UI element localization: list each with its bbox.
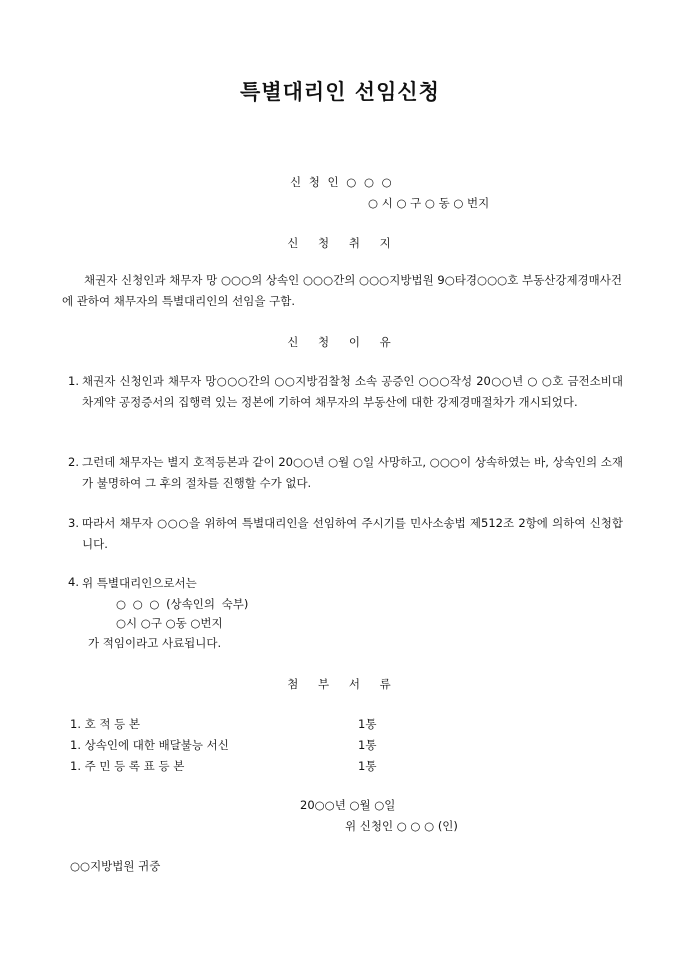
reason-number: 3. [68,516,79,530]
applicant-signature: 위 신청인 ○ ○ ○ (인) [345,819,458,833]
attachment-count: 1통 [358,738,377,752]
reason-text: 따라서 채무자 ○○○을 위하여 특별대리인을 선임하여 주시기를 민사소송법 제512조 2항에 의하여 신청합니다. [82,516,623,551]
applicant-address-line: ○ 시 ○ 구 ○ 동 ○ 번지 [368,196,490,210]
purpose-heading: 신 청 취 지 [287,236,393,250]
attachment-label: 1. 상속인에 대한 배달불능 서신 [70,738,229,752]
reason-item-4-conclusion: 가 적임이라고 사료됩니다. [88,636,222,650]
court-addressee: ○○지방법원 귀중 [70,859,161,873]
attachment-label: 1. 호 적 등 본 [70,717,141,731]
attachment-count: 1통 [358,759,377,773]
applicant-name-line: 신 청 인 ○ ○ ○ [290,175,392,189]
reasons-heading: 신 청 이 유 [287,335,393,349]
reason-item-4-number: 4. [68,575,79,589]
application-date: 20○○년 ○월 ○일 [300,798,396,812]
reason-item-1 [68,371,623,413]
reason-text: 채권자 신청인과 채무자 망○○○간의 ○○지방검찰청 소속 공증인 ○○○작성 20○○년 ○ ○호 금전소비대차계약 공정증서의 집행력 있는 정본에 기하여 채무자의 부동산에 대한 강제경매절차가 개시되었다. [82,374,623,409]
document-title: 특별대리인 선임신청 [240,79,440,104]
reason-item-4-intro: 위 특별대리인으로서는 [82,576,197,590]
attachments-heading: 첨 부 서 류 [287,677,393,691]
reason-item-4-address: ○시 ○구 ○동 ○번지 [116,616,223,630]
reason-item-2 [68,452,623,494]
reason-text: 그런데 채무자는 별지 호적등본과 같이 20○○년 ○월 ○일 사망하고, ○○○이 상속하였는 바, 상속인의 소재가 불명하여 그 후의 절차를 진행할 수가 없다. [82,455,623,490]
reason-number: 2. [68,455,79,469]
attachment-count: 1통 [358,717,377,731]
purpose-text: 채권자 신청인과 채무자 망 ○○○의 상속인 ○○○간의 ○○○지방법원 9○타경○○○호 부동산강제경매사건에 관하여 채무자의 특별대리인의 선임을 구함. [62,273,622,308]
attachment-label: 1. 주 민 등 록 표 등 본 [70,759,185,773]
reason-item-3 [68,513,623,555]
reason-number: 1. [68,374,79,388]
reason-item-4-name: ○ ○ ○ (상속인의 숙부) [116,597,249,611]
